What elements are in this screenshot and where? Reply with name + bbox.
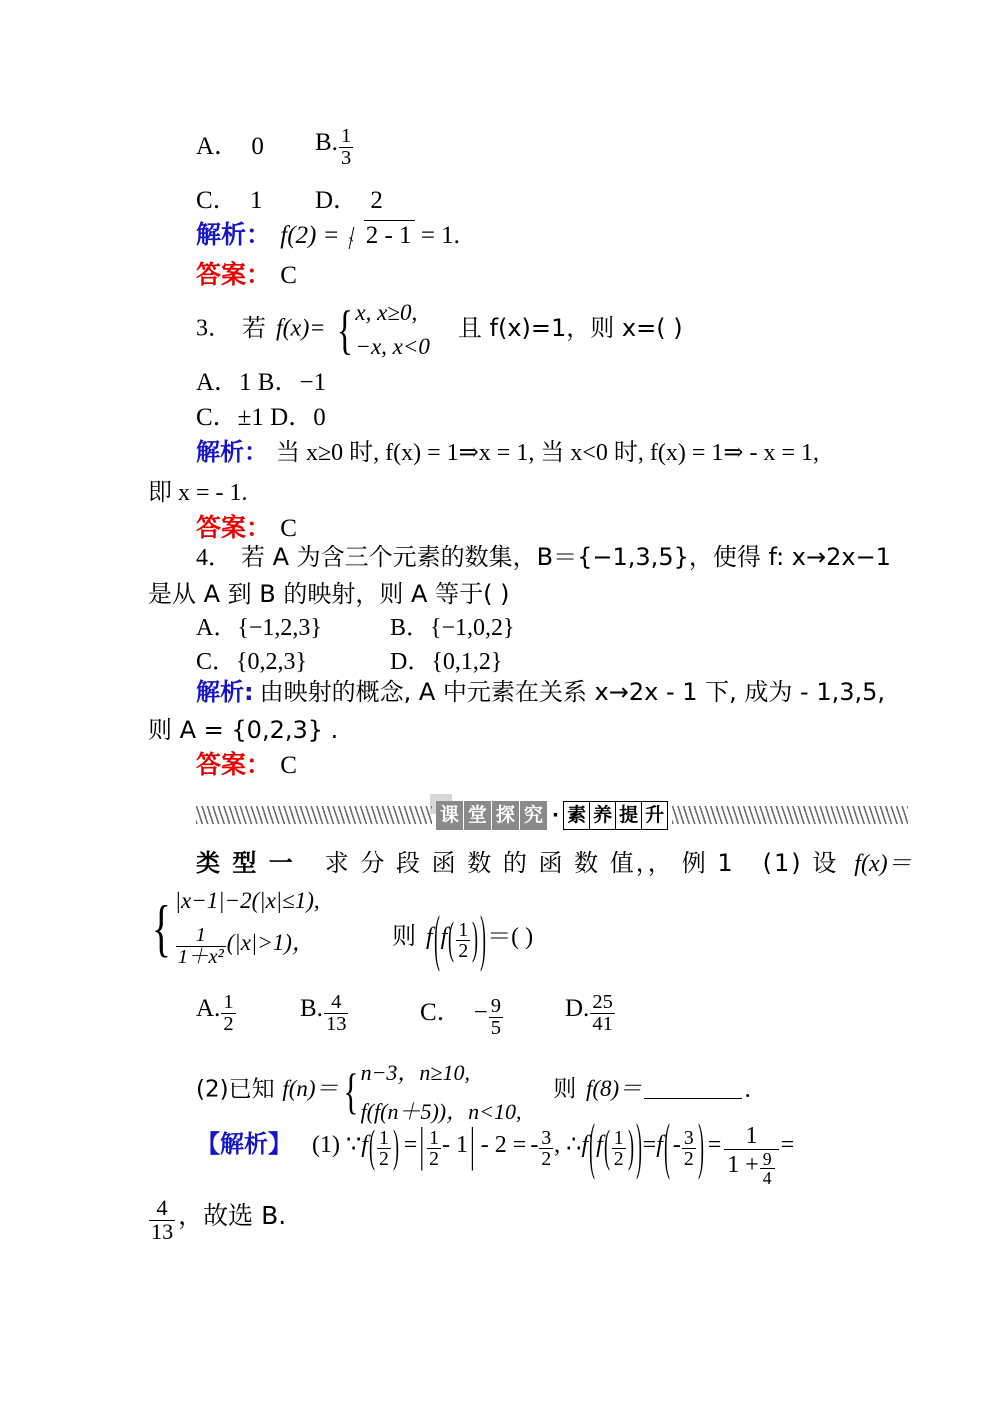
banner-char-1: 课 <box>436 801 463 830</box>
example1-solution-conclusion: $\frac{4}{13}$ ，故选 B. <box>151 1195 287 1244</box>
q3-options-row-1: A．1 B．−1 <box>196 369 327 396</box>
q3-answer-value: C <box>280 515 297 542</box>
q4-answer-value: C <box>280 752 297 779</box>
example1-label: 例 1 <box>681 849 735 877</box>
example1-option-c: C． − $\frac{9}{5}$ <box>420 994 502 1039</box>
q1-option-c-label: C． <box>196 187 238 214</box>
example1-solution-label: 【解析】 <box>196 1130 292 1158</box>
example1-heading: 类 型 一 求 分 段 函 数 的 函 数 值，， 例 1 (1) 设 f(x)＝ <box>196 849 912 877</box>
banner-char-4: 究 <box>520 801 547 830</box>
q2-solution-rhs: = 1. <box>420 222 460 249</box>
q3-number: 3． <box>196 315 232 342</box>
example1-part1-prefix: (1) 设 <box>762 849 839 877</box>
banner-hatch-right <box>672 806 908 824</box>
banner-separator: · <box>551 804 560 826</box>
q4-number: 4． <box>196 545 232 571</box>
q1-option-c <box>196 180 262 216</box>
section-banner <box>196 798 908 832</box>
example1-type-label: 类 型 一 <box>196 849 295 877</box>
q2-answer <box>196 255 297 291</box>
q4-option-d: D．{0,1,2} <box>390 649 503 675</box>
example1-part2-query: f(8)＝ <box>585 1076 643 1102</box>
q2-solution-lhs: f(2) = <box>280 222 340 249</box>
banner-char-3: 探 <box>492 801 519 830</box>
example1-solution: 【解析】 (1) ∵f( $\frac{1}{2}$ ) =| $\frac{1}{2}$ - 1| - 2 = - $\frac{3}{2}$ , ∴f(f( $\frac{1}{2}$ ))=f( - $\frac{3}{2}$ ) = 1 1 + $\frac{9}{4}$ = <box>196 1114 795 1189</box>
banner-char-2: 堂 <box>464 801 491 830</box>
because-symbol: ∵ <box>345 1132 362 1158</box>
q1-option-d-value: 2 <box>370 187 383 214</box>
example1-piecewise: { |x−1|−2(|x|≤1), $\frac{1}{\text{1＋x²}}$ (|x|>1)， <box>151 888 320 968</box>
q3-stem-suffix: 且 f(x)=1，则 x=( ) <box>457 313 683 342</box>
example1-case-1: |x−1|−2(|x|≤1), <box>174 888 320 913</box>
q4-answer-label: 答案： <box>196 750 272 779</box>
q4-solution-line-1: 解析: 由映射的概念, A 中元素在关系 x→2x - 1 下, 成为 - 1,3,5, <box>196 678 886 706</box>
therefore-symbol: ∴ <box>566 1132 582 1158</box>
q4-solution-label: 解析: <box>196 678 254 706</box>
q1-option-b-fraction: $\frac{1}{3}$ <box>340 125 352 169</box>
q3-solution-label: 解析： <box>196 438 268 466</box>
q1-option-b-label: B. <box>315 129 338 157</box>
q4-option-b: B．{−1,0,2} <box>390 615 515 641</box>
banner-title <box>436 801 668 830</box>
q2-answer-value: C <box>280 262 297 289</box>
q3-solution-line-1: 解析： 当 x≥0 时, f(x) = 1⇒x = 1, 当 x<0 时, f(x) = 1⇒ - x = 1, <box>196 438 820 466</box>
example1-option-d: D. $\frac{25}{41}$ <box>565 991 613 1035</box>
q1-option-d-label: D． <box>315 187 359 214</box>
answer-blank[interactable] <box>644 1075 742 1099</box>
q4-stem-line-2: 是从 A 到 B 的映射，则 A 等于( ) <box>148 580 510 608</box>
q3-answer-label: 答案： <box>196 513 272 542</box>
q2-solution-label: 解析： <box>196 220 272 249</box>
example1-option-b: B. $\frac{4}{13}$ <box>300 991 347 1035</box>
q3-function-label: f(x)= <box>276 315 326 342</box>
q3-piecewise: { x, x≥0, −x, x<0 <box>336 299 430 360</box>
example1-part2-case-1: n−3，n≥10, <box>360 1060 470 1085</box>
q1-option-a-label: A． <box>196 133 240 160</box>
q1-option-a <box>196 126 264 162</box>
banner-char-8: 升 <box>641 801 668 830</box>
q3-case-1: x, x≥0, <box>355 300 418 325</box>
example1-then-word: 则 <box>392 922 416 950</box>
q1-option-b <box>315 126 354 169</box>
q3-stem: 3． 若 f(x)= { x, x≥0, −x, x<0 且 f(x)=1，则 x=( ) <box>196 299 683 360</box>
q3-case-2: −x, x<0 <box>355 334 430 359</box>
example1-option-a: A. $\frac{1}{2}$ <box>196 991 234 1035</box>
banner-char-5: 素 <box>563 801 589 830</box>
q2-answer-label: 答案： <box>196 260 272 289</box>
q2-solution <box>196 215 460 251</box>
banner-char-6: 养 <box>589 801 615 830</box>
example1-type-title: 求 分 段 函 数 的 函 数 值 <box>324 849 636 877</box>
example1-part2-prefix: (2)已知 <box>196 1076 275 1103</box>
banner-hatch-left <box>196 806 432 824</box>
example1-part2-case-2: f(f(n＋5))，n<10, <box>360 1099 522 1124</box>
q4-stem-line-1: 4． 若 A 为含三个元素的数集，B＝{−1,3,5}，使得 f: x→2x−1 <box>196 543 891 571</box>
example1-function-label: f(x)＝ <box>854 851 912 877</box>
q4-option-c: C．{0,2,3} <box>196 649 308 675</box>
q1-option-a-value: 0 <box>251 133 264 160</box>
example1-case-2: $\frac{1}{\text{1＋x²}}$ (|x|>1)， <box>177 923 315 968</box>
example1-part2: (2)已知 f(n)＝ { n−3，n≥10, f(f(n＋5))，n<10, 则 f(8)＝ ． <box>196 1056 767 1126</box>
q4-answer <box>196 745 297 781</box>
sqrt-icon: 2 - 1 <box>348 220 415 250</box>
q1-option-d <box>315 180 383 216</box>
q3-options-row-2: C．±1 D．0 <box>196 404 326 431</box>
q4-solution-line-2: 则 A = {0,2,3} . <box>148 716 339 744</box>
banner-char-7: 提 <box>615 801 641 830</box>
example1-question: 则 f(f( $\frac{1}{2}$ ))＝( ) <box>392 906 534 975</box>
q3-solution-line-2: 即 x = - 1. <box>148 480 248 506</box>
q1-option-c-value: 1 <box>249 187 263 214</box>
q4-option-a: A．{−1,2,3} <box>196 615 322 641</box>
example1-part2-function-label: f(n)＝ <box>282 1076 339 1102</box>
